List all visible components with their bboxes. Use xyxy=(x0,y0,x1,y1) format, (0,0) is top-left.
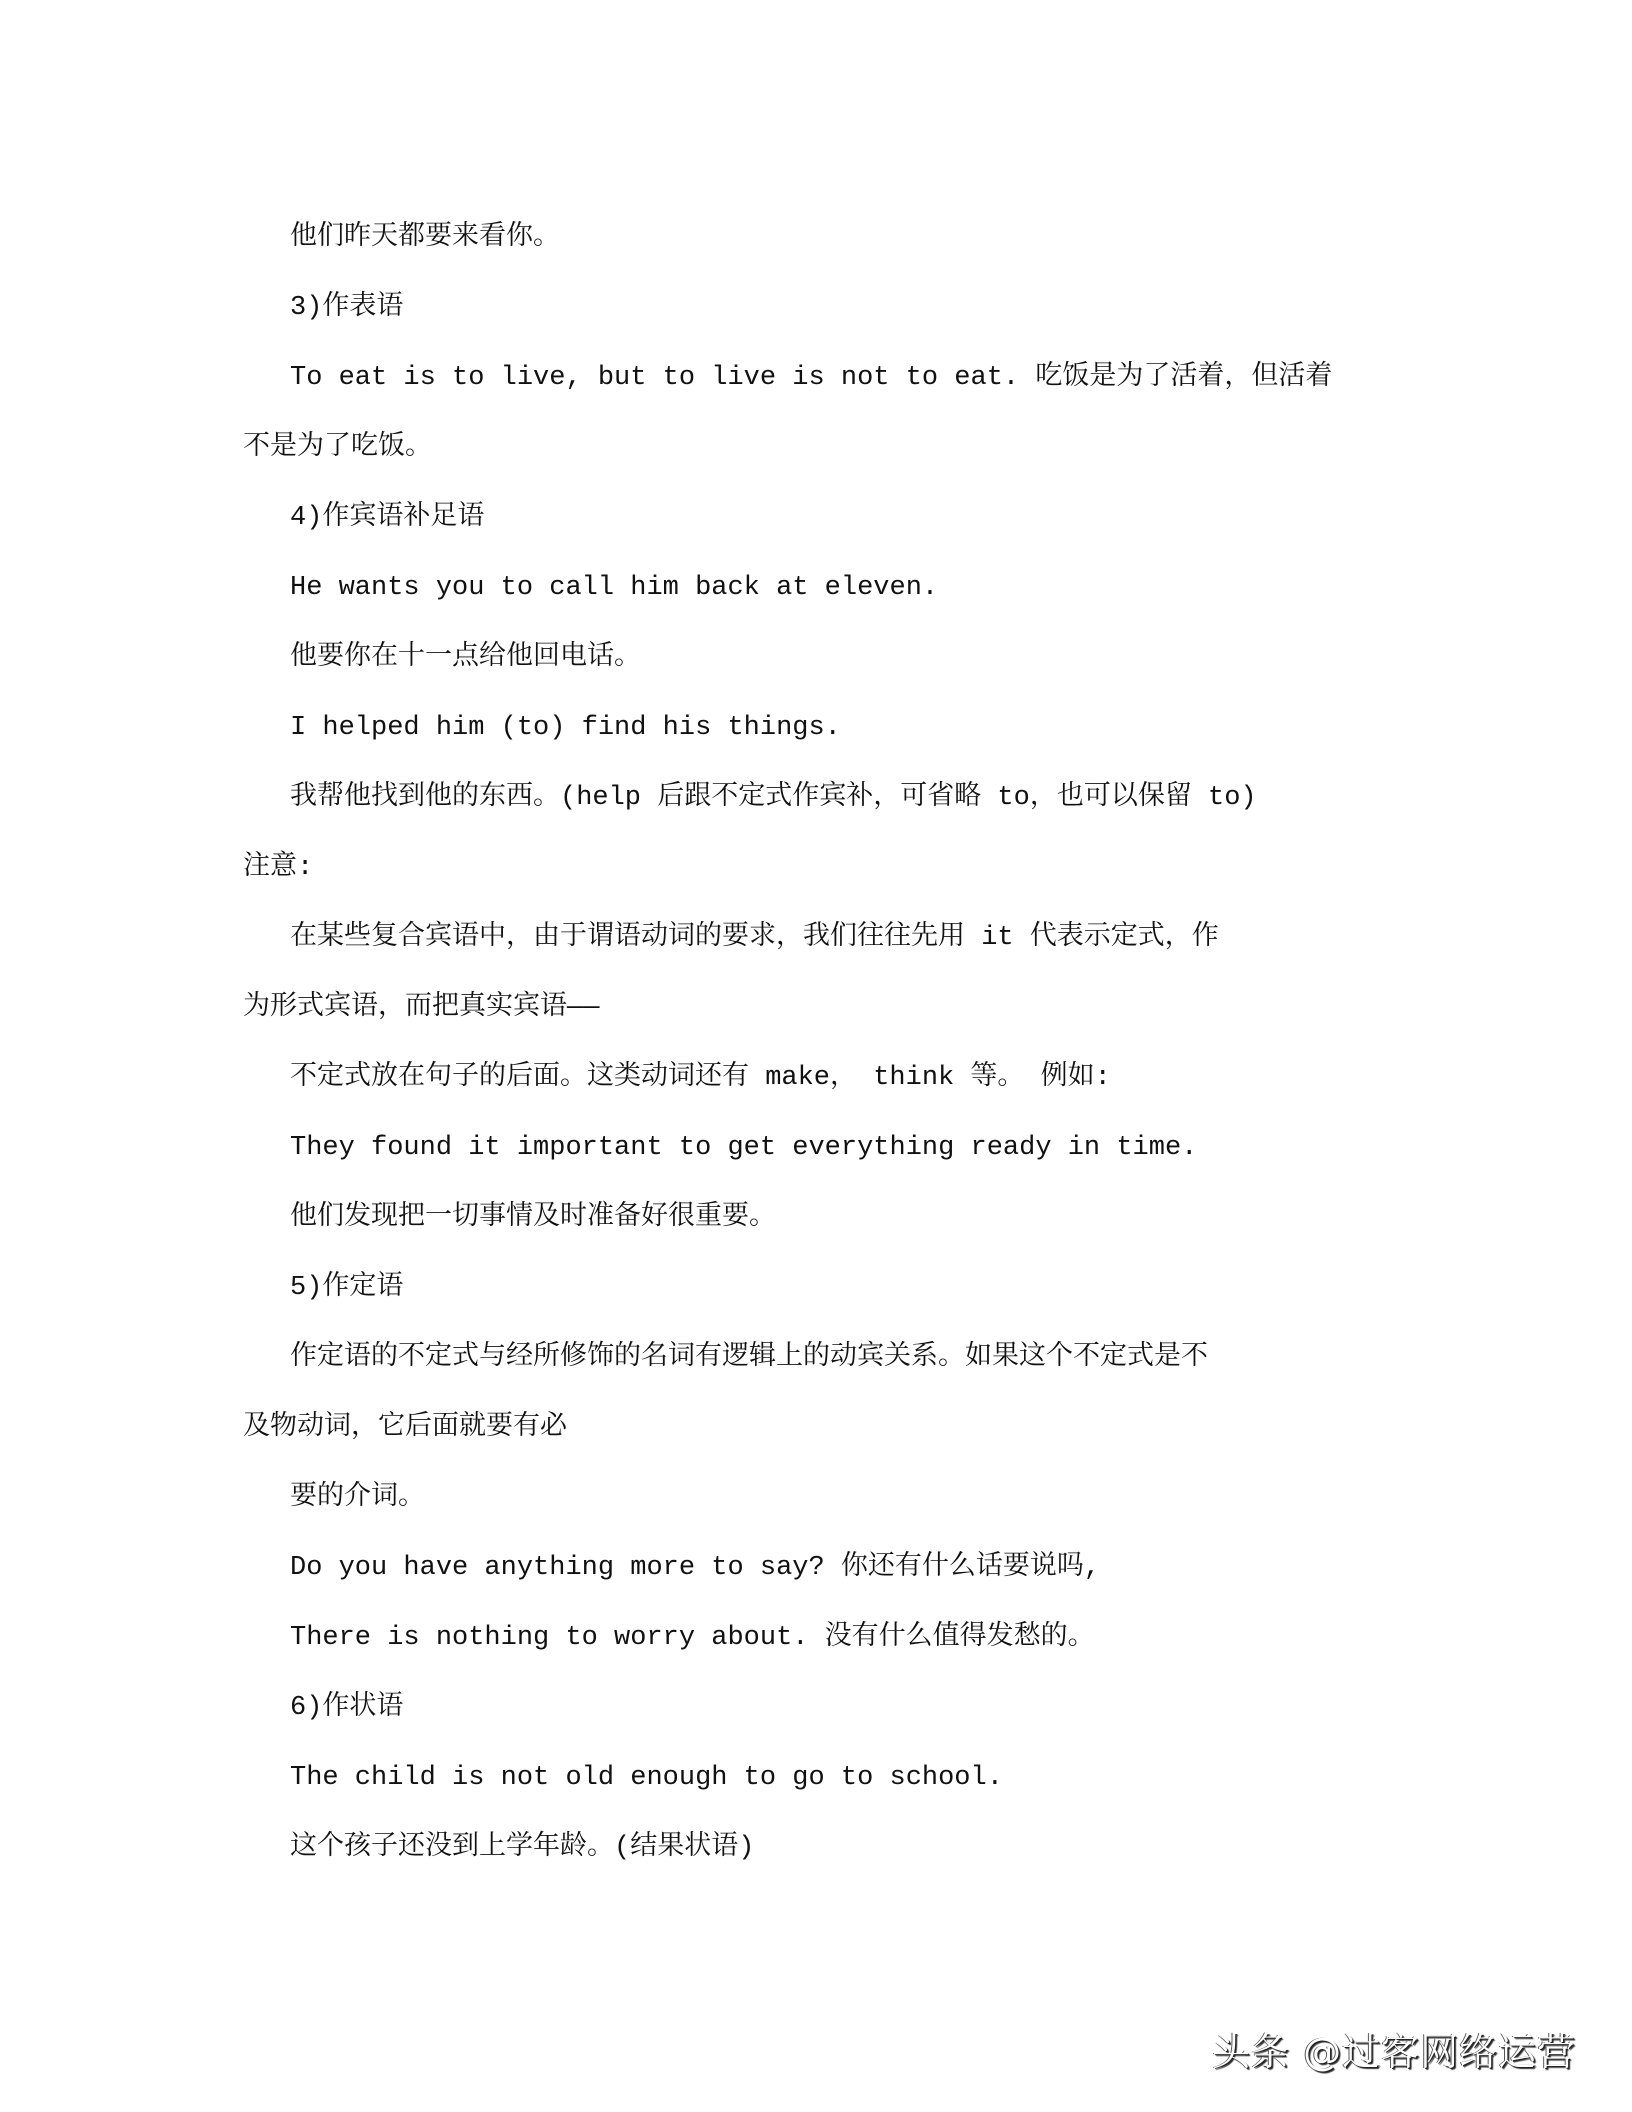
body-line: 及物动词，它后面就要有必 xyxy=(243,1413,567,1443)
example-sentence: He wants you to call him back at eleven. xyxy=(290,573,939,603)
body-line: 在某些复合宾语中，由于谓语动词的要求，我们往往先用 it 代表示定式，作 xyxy=(290,923,1219,953)
watermark: 头条 @过客网络运营 xyxy=(1212,2030,1577,2074)
body-line: 他们昨天都要来看你。 xyxy=(290,223,560,253)
body-line: 要的介词。 xyxy=(290,1483,425,1513)
translation-line: 我帮他找到他的东西。(help 后跟不定式作宾补，可省略 to，也可以保留 to) xyxy=(290,783,1257,813)
example-sentence: There is nothing to worry about. 没有什么值得发愁的。 xyxy=(290,1623,1095,1653)
section-heading: 5)作定语 xyxy=(290,1273,404,1303)
example-sentence: They found it important to get everything ready in time. xyxy=(290,1133,1198,1163)
example-sentence: I helped him (to) find his things. xyxy=(290,713,841,743)
example-sentence: The child is not old enough to go to school. xyxy=(290,1763,1003,1793)
note-label: 注意: xyxy=(243,853,314,883)
body-line: 作定语的不定式与经所修饰的名词有逻辑上的动宾关系。如果这个不定式是不 xyxy=(290,1343,1208,1373)
body-line: 不定式放在句子的后面。这类动词还有 make， think 等。 例如: xyxy=(290,1063,1111,1093)
body-line: 不是为了吃饭。 xyxy=(243,433,432,463)
body-line: To eat is to live, but to live is not to eat. 吃饭是为了活着，但活着 xyxy=(290,363,1333,393)
translation-line: 他们发现把一切事情及时准备好很重要。 xyxy=(290,1203,776,1233)
example-sentence: Do you have anything more to say? 你还有什么话要说吗, xyxy=(290,1553,1101,1583)
translation-line: 这个孩子还没到上学年龄。(结果状语) xyxy=(290,1833,755,1863)
section-heading: 6)作状语 xyxy=(290,1693,404,1723)
section-heading: 3)作表语 xyxy=(290,293,404,323)
translation-line: 他要你在十一点给他回电话。 xyxy=(290,643,641,673)
section-heading: 4)作宾语补足语 xyxy=(290,503,485,533)
body-line: 为形式宾语，而把真实宾语—— xyxy=(243,993,600,1023)
